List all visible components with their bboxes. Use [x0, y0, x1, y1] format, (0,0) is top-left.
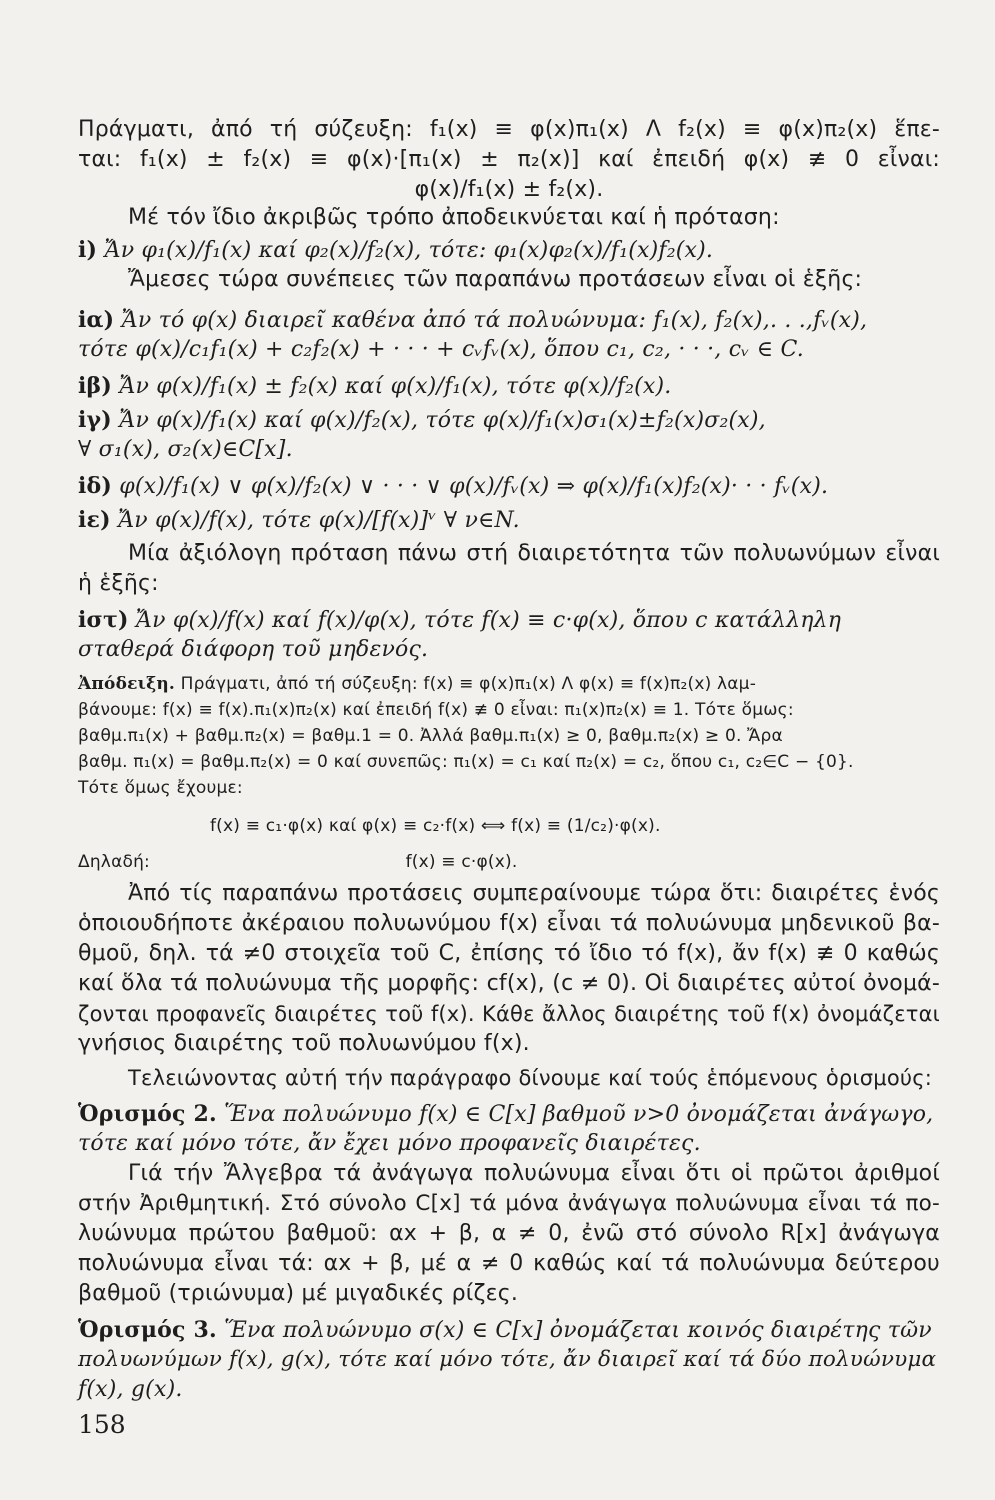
proof-line: [78, 672, 940, 696]
proof-formula: f(x) ≡ c·φ(x).: [405, 852, 518, 872]
proposition-label: i): [78, 237, 98, 263]
text-line: Πράγματι, ἀπό τή σύζευξη: f₁(x) ≡ φ(x)π₁(x) Λ f₂(x) ≡ φ(x)π₂(x) ἕπε-: [78, 117, 940, 142]
text-line: ζονται προφανεῖς διαιρέτες τοῦ f(x). Κάθε ἄλλος διαιρέτης τοῦ f(x) ὀνομάζεται: [78, 1002, 940, 1026]
text-line: Ἀπό τίς παραπάνω προτάσεις συμπεραίνουμε τώρα ὅτι: διαιρέτες ἑνός: [128, 881, 940, 906]
formula-line: φ(x)/f₁(x) ± f₂(x).: [414, 177, 604, 202]
proposition-ib: [78, 372, 940, 401]
definition-text: Ἕνα πολυώνυμο σ(x) ∈ C[x] ὀνομάζεται κοινός διαιρέτης τῶν: [224, 1318, 932, 1343]
proposition-text: φ(x)/f₁(x) ∨ φ(x)/f₂(x) ∨ · · · ∨ φ(x)/fᵥ(x) ⇒ φ(x)/f₁(x)f₂(x)· · · fᵥ(x).: [119, 474, 829, 499]
proposition-label: iα): [78, 307, 115, 333]
definition-2: [78, 1100, 940, 1129]
text-line: τότε φ(x)/c₁f₁(x) + c₂f₂(x) + · · · + cᵥfᵥ(x), ὅπου c₁, c₂, · · ·, cᵥ ∈ C.: [78, 337, 804, 362]
proof-text: Πράγματι, ἀπό τή σύζευξη: f(x) ≡ φ(x)π₁(x) Λ φ(x) ≡ f(x)π₂(x) λαμ-: [180, 674, 757, 694]
proof-line: [78, 850, 940, 874]
proposition-ia: [78, 306, 940, 335]
proposition-label: iστ): [78, 607, 129, 633]
definition-3: [78, 1316, 940, 1345]
text-line: γνήσιος διαιρέτης τοῦ πολυωνύμου f(x).: [78, 1031, 530, 1056]
text-line: ὁποιουδήποτε ἀκέραιου πολυωνύμου f(x) εἶναι τά πολυώνυμα μηδενικοῦ βα-: [78, 911, 940, 936]
text-line: βαθμοῦ (τριώνυμα) μέ μιγαδικές ρίζες.: [78, 1281, 519, 1306]
text-line: τότε καί μόνο τότε, ἄν ἔχει μόνο προφανεῖς διαιρέτες.: [78, 1131, 701, 1156]
definition-text: Ἕνα πολυώνυμο f(x) ∈ C[x] βαθμοῦ ν>0 ὀνομάζεται ἀνάγωγο,: [224, 1102, 934, 1127]
page-number: 158: [78, 1410, 126, 1439]
text-line: στήν Ἀριθμητική. Στό σύνολο C[x] τά μόνα ἀνάγωγα πολυώνυμα εἶναι τά πο-: [78, 1191, 940, 1216]
proposition-id: [78, 472, 940, 501]
proof-line: Τότε ὅμως ἔχουμε:: [78, 778, 243, 798]
proposition-text: Ἄν φ₁(x)/f₁(x) καί φ₂(x)/f₂(x), τότε: φ₁(x)φ₂(x)/f₁(x)f₂(x).: [104, 238, 714, 263]
proposition-i: [78, 236, 940, 265]
text-line: Ἄμεσες τώρα συνέπειες τῶν παραπάνω προτάσεων εἶναι οἱ ἑξῆς:: [128, 267, 863, 292]
text-line: πολυωνύμων f(x), g(x), τότε καί μόνο τότε, ἄν διαιρεῖ καί τά δύο πολυώνυμα: [78, 1347, 937, 1372]
proposition-text: Ἄν φ(x)/f₁(x) καί φ(x)/f₂(x), τότε φ(x)/f₁(x)σ₁(x)±f₂(x)σ₂(x),: [119, 408, 766, 433]
proposition-label: iβ): [78, 373, 112, 399]
proof-label: Ἀπόδειξη.: [78, 674, 176, 694]
proposition-text: Ἄν φ(x)/f(x), τότε φ(x)/[f(x)]ᵛ ∀ ν∈N.: [117, 508, 520, 533]
proposition-ig: [78, 406, 940, 435]
text-line: λυώνυμα πρώτου βαθμοῦ: αx + β, α ≠ 0, ἐνῶ στό σύνολο R[x] ἀνάγωγα: [78, 1221, 940, 1246]
proposition-text: Ἄν τό φ(x) διαιρεῖ καθένα ἀπό τά πολυώνυμα: f₁(x), f₂(x),. . .,fᵥ(x),: [121, 308, 868, 333]
text-line: Μέ τόν ἴδιο ἀκριβῶς τρόπο ἀποδεικνύεται καί ἡ πρόταση:: [128, 205, 780, 230]
proof-formula: f(x) ≡ c₁·φ(x) καί φ(x) ≡ c₂·f(x) ⟺ f(x) ≡ (1/c₂)·φ(x).: [210, 816, 661, 836]
proof-line: βάνουμε: f(x) ≡ f(x).π₁(x)π₂(x) καί ἐπειδή f(x) ≢ 0 εἶναι: π₁(x)π₂(x) ≡ 1. Τότε ὅμως:: [78, 700, 794, 720]
proposition-label: iε): [78, 507, 111, 533]
definition-label: Ὁρισμός 3.: [78, 1317, 217, 1343]
proposition-ie: [78, 506, 940, 535]
proof-line: βαθμ. π₁(x) = βαθμ.π₂(x) = 0 καί συνεπῶς: π₁(x) = c₁ καί π₂(x) = c₂, ὅπου c₁, c₂∈C − {0}.: [78, 752, 854, 772]
proof-line: βαθμ.π₁(x) + βαθμ.π₂(x) = βαθμ.1 = 0. Ἀλλά βαθμ.π₁(x) ≥ 0, βαθμ.π₂(x) ≥ 0. Ἄρα: [78, 726, 783, 746]
text-line: καί ὅλα τά πολυώνυμα τῆς μορφῆς: cf(x), (c ≠ 0). Οἱ διαιρέτες αὐτοί ὀνομά-: [78, 971, 940, 996]
proposition-text: Ἄν φ(x)/f₁(x) ± f₂(x) καί φ(x)/f₁(x), τότε φ(x)/f₂(x).: [119, 374, 672, 399]
definition-label: Ὁρισμός 2.: [78, 1101, 217, 1127]
text-line: σταθερά διάφορη τοῦ μηδενός.: [78, 637, 429, 662]
proposition-label: iδ): [78, 473, 113, 499]
text-line: ∀ σ₁(x), σ₂(x)∈C[x].: [78, 437, 293, 462]
text-line: Τελειώνοντας αὐτή τήν παράγραφο δίνουμε καί τούς ἑπόμενους ὁρισμούς:: [128, 1066, 933, 1090]
text-line: Μία ἀξιόλογη πρόταση πάνω στή διαιρετότητα τῶν πολυωνύμων εἶναι: [128, 541, 940, 566]
proof-label-plain: Δηλαδή:: [78, 852, 150, 872]
proposition-ist: [78, 606, 940, 635]
text-line: ται: f₁(x) ± f₂(x) ≡ φ(x)·[π₁(x) ± π₂(x)] καί ἐπειδή φ(x) ≢ 0 εἶναι:: [78, 147, 940, 172]
text-line: θμοῦ, δηλ. τά ≠0 στοιχεῖα τοῦ C, ἐπίσης τό ἴδιο τό f(x), ἄν f(x) ≢ 0 καθώς: [78, 941, 940, 966]
proposition-text: Ἄν φ(x)/f(x) καί f(x)/φ(x), τότε f(x) ≡ c·φ(x), ὅπου c κατάλληλη: [135, 608, 842, 633]
proposition-label: iγ): [78, 407, 112, 433]
text-line: ἡ ἑξῆς:: [78, 571, 159, 596]
text-line: f(x), g(x).: [78, 1377, 183, 1402]
text-line: πολυώνυμα εἶναι τά: αx + β, μέ α ≠ 0 καθώς καί τά πολυώνυμα δεύτερου: [78, 1251, 940, 1276]
text-line: Γιά τήν Ἄλγεβρα τά ἀνάγωγα πολυώνυμα εἶναι ὅτι οἱ πρῶτοι ἀριθμοί: [128, 1161, 940, 1186]
